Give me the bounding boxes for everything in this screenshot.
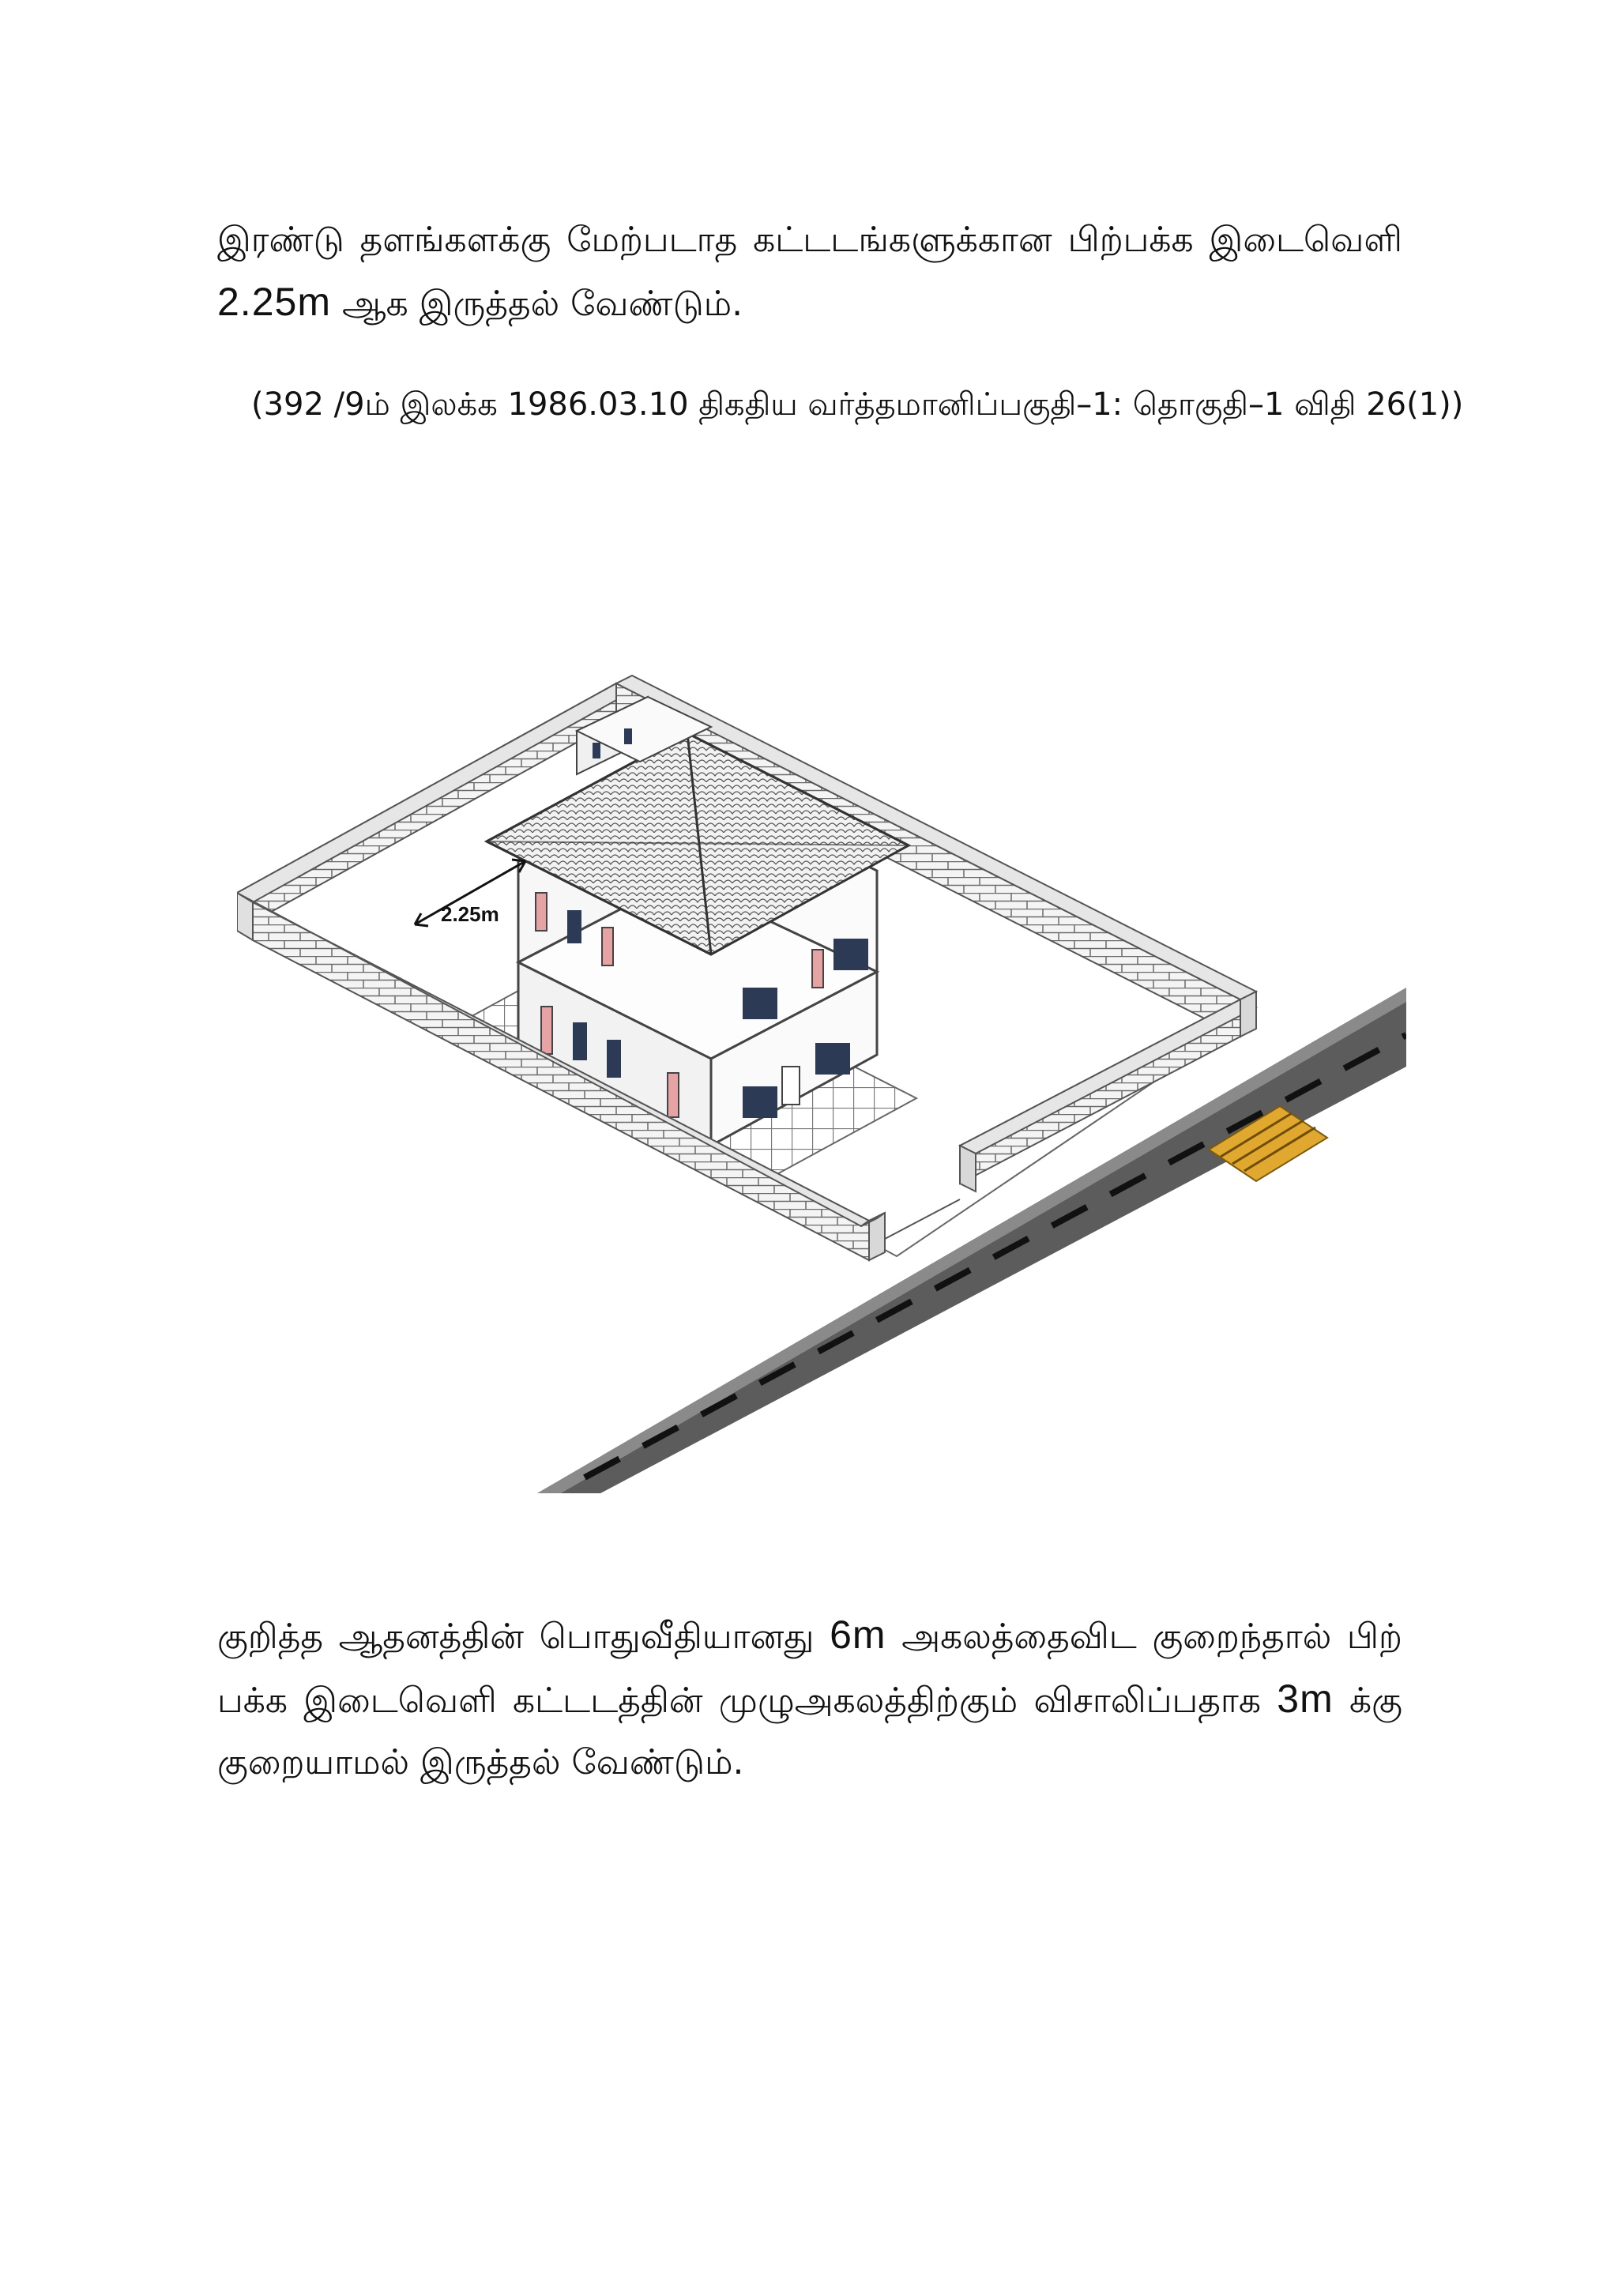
paragraph-narrow-road-setback — [217, 1604, 1402, 1794]
paragraph1-text-a: இரண்டு தளங்களக்கு மேற்படாத கட்டடங்களுக்கான பிற்பக்க இடைவெளி — [217, 220, 1402, 260]
setback-illustration — [237, 656, 1406, 1493]
gazette-citation: (392 /9ம் இலக்க 1986.03.10 திகதிய வர்த்தமானிப்பகுதி–1: தொகுதி–1 விதி 26(1)) — [251, 386, 1464, 423]
paragraph1-text-b: ஆக இருத்தல் வேண்டும். — [330, 284, 743, 324]
paragraph2-text-a: குறித்த ஆதனத்தின் பொதுவீதியானது — [217, 1617, 830, 1657]
paragraph2-value-a: 6m — [830, 1613, 886, 1657]
paragraph-rear-setback — [217, 209, 1402, 335]
paragraph2-text-c: க்கு குறையாமல் இருத்தல் வேண்டும். — [217, 1681, 1402, 1782]
paragraph2-text-b: அகலத்தைவிட குறைந்தால் பிற் பக்க இடைவெளி கட்டடத்தின் முழுஅகலத்திற்கும் விசாலிப்பதாக — [217, 1617, 1402, 1721]
setback-dimension-label: 2.25m — [441, 902, 499, 926]
paragraph2-value-b: 3m — [1277, 1677, 1334, 1721]
paragraph1-value: 2.25m — [217, 280, 331, 324]
